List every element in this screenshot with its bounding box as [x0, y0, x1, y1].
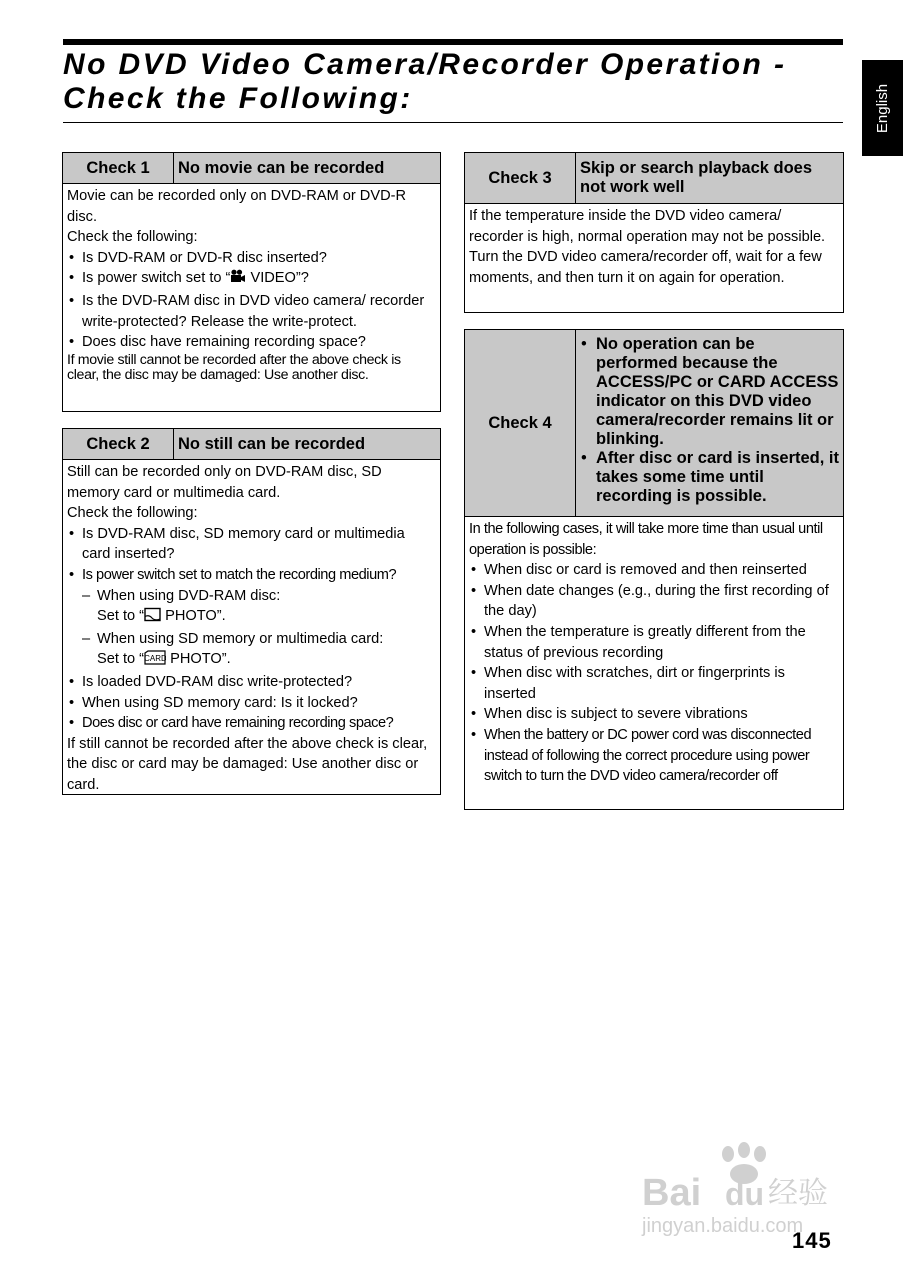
check1-closing: If movie still cannot be recorded after the above check is clear, the disc may be damaged: Use another disc. — [67, 351, 401, 383]
watermark-cn: 经验 — [768, 1176, 828, 1211]
check1-box — [62, 152, 441, 412]
page-title-line1: No DVD Video Camera/Recorder Operation - — [63, 48, 787, 81]
check4-bullet2: • When date changes (e.g., during the first recording of the day) — [469, 581, 839, 622]
check4-title-bullet1: • No operation can be performed because the ACCESS/PC or CARD ACCESS indicator on this DVD video camera/recorder remains lit or blinking. — [580, 335, 839, 449]
check1-title: No movie can be recorded — [178, 158, 385, 177]
check4-bullet1: • When disc or card is removed and then reinserted — [469, 560, 839, 581]
check2-bullet1: • Is DVD-RAM disc, SD memory card or multimedia card inserted? — [67, 524, 436, 565]
check2-check-following: Check the following: — [67, 505, 198, 522]
check2-intro: Still can be recorded only on DVD-RAM disc, SD memory card or multimedia card. — [67, 464, 382, 501]
baidu-watermark — [640, 1140, 855, 1240]
page-title-line2: Check the Following: — [63, 82, 413, 115]
check4-bullet5: • When disc is subject to severe vibrations — [469, 704, 839, 725]
page-title — [63, 48, 843, 116]
check2-header — [63, 429, 440, 460]
check1-bullet4: • Does disc have remaining recording space? — [67, 332, 436, 353]
card-photo-icon — [144, 650, 166, 672]
check3-title: Skip or search playback does not work well — [580, 159, 813, 196]
check1-bullet2 — [67, 268, 436, 291]
check2-box — [62, 428, 441, 795]
check2-title: No still can be recorded — [178, 434, 366, 453]
check4-title — [576, 330, 843, 516]
check1-intro: Movie can be recorded only on DVD-RAM or DVD-R disc. — [67, 188, 407, 225]
header-top-rule — [63, 39, 843, 45]
check2-body — [63, 460, 440, 798]
check3-box — [464, 152, 844, 313]
check2-sub1-b-pre: Set to “ — [97, 608, 145, 625]
page-number: 145 — [792, 1228, 832, 1253]
check3-body — [465, 204, 843, 290]
check2-sub2-b-pre: Set to “ — [97, 651, 145, 668]
check4-label: Check 4 — [465, 330, 576, 516]
check4-bullet3: • When the temperature is greatly different from the status of previous recording — [469, 622, 839, 663]
check2-sub1-a: – When using DVD-RAM disc: — [67, 586, 436, 607]
check2-bullet3: • Is loaded DVD-RAM disc write-protected? — [67, 672, 436, 693]
check4-intro: In the following cases, it will take more time than usual until operation is possible: — [469, 521, 823, 558]
check2-label: Check 2 — [63, 429, 174, 459]
check1-body — [63, 184, 440, 385]
video-camera-icon — [230, 269, 246, 291]
check2-bullet4: • When using SD memory card: Is it locked? — [67, 693, 436, 714]
check4-header — [465, 330, 843, 517]
check2-bullet2: • Is power switch set to match the recording medium? — [67, 565, 436, 586]
check4-title-bullet2: • After disc or card is inserted, it takes some time until recording is possible. — [580, 449, 839, 506]
check3-header — [465, 153, 843, 204]
language-tab — [862, 60, 903, 156]
disc-photo-icon — [144, 607, 161, 629]
watermark-brand-end: du — [725, 1176, 765, 1212]
check4-body — [465, 517, 843, 789]
language-tab-label: English — [874, 83, 892, 133]
check2-closing: If still cannot be recorded after the above check is clear, the disc or card may be damaged: Use another disc or card. — [67, 735, 428, 793]
check2-sub2-b — [67, 649, 436, 672]
check1-header — [63, 153, 440, 184]
check1-bullet1: • Is DVD-RAM or DVD-R disc inserted? — [67, 248, 436, 269]
check4-bullet6: • When the battery or DC power cord was disconnected instead of following the correct procedure using power switch to turn the DVD video camera/recorder off — [469, 725, 839, 787]
check3-text: If the temperature inside the DVD video camera/ recorder is high, normal operation may not be possible. Turn the DVD video camera/recorder off, wait for a few moments, and then turn it on again for operation. — [469, 208, 826, 286]
check1-check-following: Check the following: — [67, 229, 198, 246]
card-icon-text: CARD — [144, 654, 167, 664]
watermark-brand: Bai — [642, 1172, 702, 1214]
check1-bullet2-post: VIDEO”? — [246, 270, 309, 287]
header-bottom-rule — [63, 122, 843, 123]
check2-sub2-a: – When using SD memory or multimedia card: — [67, 629, 436, 650]
check1-bullet2-pre: Is power switch set to “ — [82, 270, 231, 287]
check2-sub2-b-post: PHOTO”. — [166, 651, 231, 668]
check2-sub1-b — [67, 606, 436, 629]
check2-sub1-b-post: PHOTO”. — [161, 608, 226, 625]
watermark-url: jingyan.baidu.com — [642, 1215, 804, 1237]
check1-bullet3: • Is the DVD-RAM disc in DVD video camera/ recorder write-protected? Release the write-protect. — [67, 291, 436, 332]
check2-bullet5: • Does disc or card have remaining recording space? — [67, 713, 436, 734]
check4-box — [464, 329, 844, 810]
check1-label: Check 1 — [63, 153, 174, 183]
check4-bullet4: • When disc with scratches, dirt or fingerprints is inserted — [469, 663, 839, 704]
check3-label: Check 3 — [465, 153, 576, 203]
